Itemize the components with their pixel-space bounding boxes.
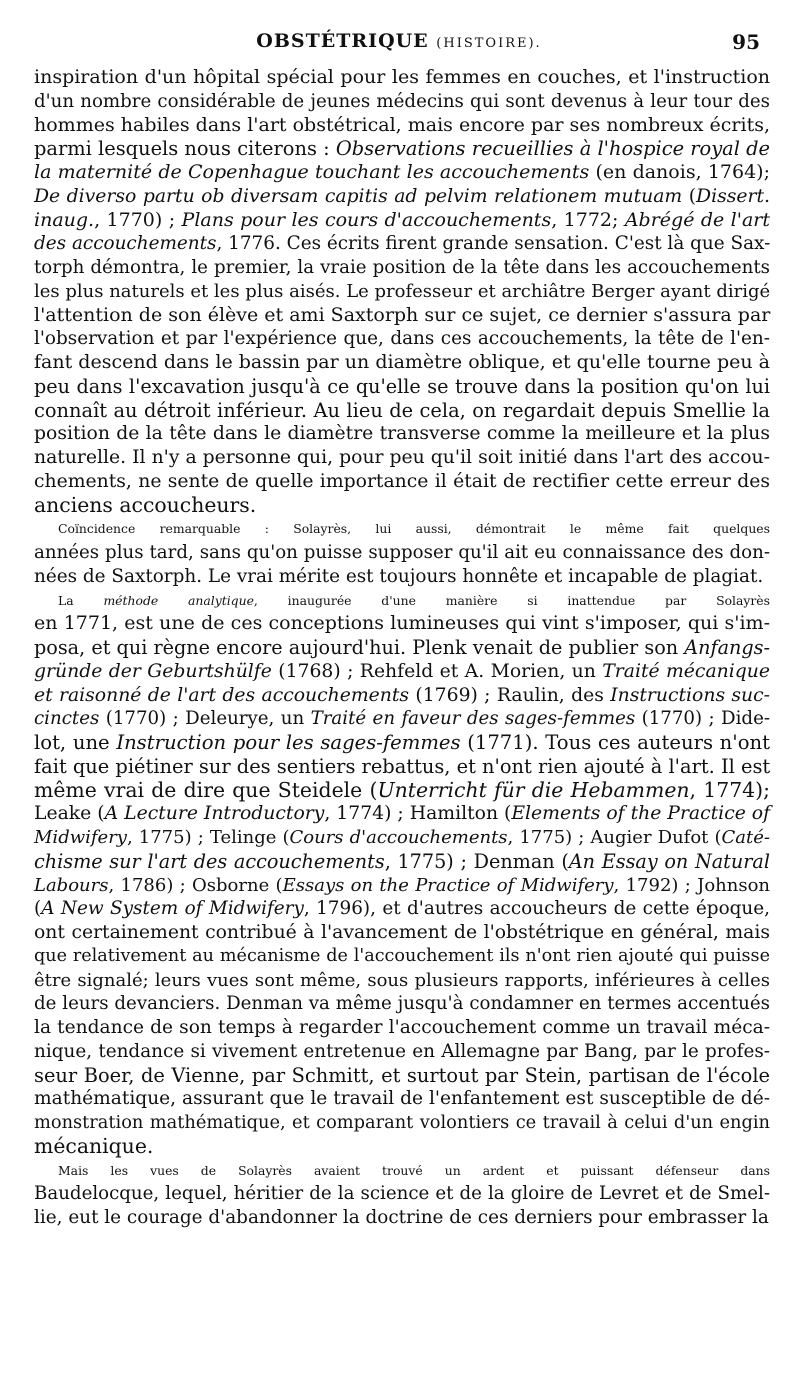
italic-text: Traité mécanique <box>602 660 770 682</box>
text-segment: (en danois, 1764); <box>589 161 770 183</box>
italic-text: De diverso partu ob diversam capitis ad pelvim relationem mutuam <box>34 185 683 207</box>
text-segment: ( <box>682 185 697 207</box>
text-segment: années plus tard, sans qu'on puisse supposer qu'il ait eu connaissance des don- <box>34 542 770 563</box>
text-segment: , 1796), et d'autres accoucheurs de cette époque, <box>303 898 770 920</box>
italic-text: Essays on the Practice of Midwifery <box>282 874 614 896</box>
text-line <box>34 684 770 708</box>
italic-text: Elements of the Practice of <box>511 803 771 825</box>
text-segment: lie, eut le courage d'abandonner la doctrine de ces derniers pour embrasser la <box>34 1207 769 1228</box>
italic-text: Observations recueillies à l'hospice royal de <box>335 137 771 161</box>
italic-text: Caté- <box>721 827 770 848</box>
text-segment: parmi lesquels nous citerons : <box>34 137 336 161</box>
text-segment: ont certainement contribué à l'avancement de l'obstétrique en général, mais <box>34 922 770 943</box>
text-segment: position de la tête dans le diamètre transverse comme la meilleure et la plus <box>34 423 770 445</box>
italic-text: cinctes <box>34 708 100 730</box>
italic-text: An Essay on Natural <box>568 849 770 873</box>
text-line <box>34 897 770 921</box>
text-line <box>34 399 770 423</box>
text-line <box>34 636 770 660</box>
text-segment: fant descend dans le bassin par un diamètre oblique, et qu'elle tourne peu à <box>34 351 770 373</box>
text-line <box>34 1159 770 1183</box>
text-segment: lot, une <box>34 731 117 754</box>
text-line <box>34 1064 770 1088</box>
text-segment: connaît au détroit inférieur. Au lieu de cela, on regardait depuis Smellie la <box>34 398 770 422</box>
text-segment: , 1770) ; <box>94 208 182 231</box>
text-segment: que relativement au mécanisme de l'accouchement ils n'ont rien ajouté qui puisse <box>34 945 770 966</box>
text-line <box>34 1087 770 1111</box>
text-line <box>34 565 770 589</box>
text-line <box>34 114 770 138</box>
italic-text: gründe der Geburtshülfe <box>34 660 272 682</box>
italic-text: et raisonné de l'art des accouchements <box>34 684 410 706</box>
text-line <box>34 1111 770 1135</box>
text-segment: l'attention de son élève et ami Saxtorph sur ce sujet, ce dernier s'assura par <box>34 303 771 326</box>
text-line <box>34 422 770 446</box>
text-segment: peu dans l'excavation jusqu'à ce qu'elle se trouve dans la position qu'on lui <box>34 374 770 398</box>
text-line <box>34 446 770 470</box>
text-segment: , 1792) ; Johnson <box>613 874 771 896</box>
text-line <box>34 541 770 565</box>
text-line <box>34 470 770 494</box>
text-line <box>34 137 770 161</box>
page-header <box>34 30 764 60</box>
text-segment: monstration mathématique, et comparant volontiers ce travail à celui d'un engin <box>34 1112 770 1133</box>
italic-text: inaug. <box>34 208 95 231</box>
italic-text: méthode analytique <box>103 592 254 608</box>
text-line <box>34 304 770 328</box>
text-segment: , 1775) ; Telinge ( <box>126 827 290 848</box>
running-head-title: OBSTÉTRIQUE <box>256 30 429 52</box>
text-line <box>34 612 770 636</box>
text-segment: (1768) ; Rehfeld et A. Morien, un <box>271 660 603 682</box>
italic-text: Instructions suc- <box>610 684 770 706</box>
text-segment: anciens accoucheurs. <box>34 492 257 517</box>
text-line <box>34 1040 770 1064</box>
text-segment: seur Boer, de Vienne, par Schmitt, et surtout par Stein, partisan de l'école <box>34 1063 770 1087</box>
text-segment: torph démontra, le premier, la vraie position de la tête dans les accouchements <box>34 257 770 278</box>
text-line <box>34 779 770 803</box>
text-segment: l'observation et par l'expérience que, dans ces accouchements, la tête de l'en- <box>34 328 770 350</box>
text-segment: Mais les vues de Solayrès avaient trouvé un ardent et puissant défenseur dans <box>58 1162 770 1178</box>
italic-text: Midwifery <box>34 827 127 848</box>
italic-text: Instruction pour les sages-femmes <box>116 731 461 754</box>
text-segment: Leake ( <box>34 803 105 825</box>
text-segment: Baudelocque, lequel, héritier de la science et de la gloire de Levret et de Smel- <box>34 1183 770 1205</box>
italic-text: Plans pour les cours d'accouchements <box>181 208 552 231</box>
text-line <box>34 90 770 114</box>
text-segment: , 1775) ; Denman ( <box>384 849 569 873</box>
text-segment: d'un nombre considérable de jeunes médecins qui sont devenus à leur tour des <box>34 90 770 112</box>
text-line <box>34 1182 770 1206</box>
text-line <box>34 494 770 518</box>
text-line <box>34 826 770 850</box>
text-segment: la tendance de son temps à regarder l'accouchement comme un travail méca- <box>34 1017 770 1038</box>
text-segment: mécanique. <box>34 1133 154 1158</box>
text-line <box>34 185 770 209</box>
italic-text: Unterricht für die Hebammen <box>377 777 690 802</box>
text-line <box>34 969 770 993</box>
text-segment: , 1786) ; Osborne ( <box>108 874 283 896</box>
italic-text: Labours <box>34 874 109 896</box>
italic-text: la maternité de Copenhague touchant les accouchements <box>34 161 590 183</box>
text-line <box>34 66 770 90</box>
text-segment: nique, tendance si vivement entretenue en Allemagne par Bang, par le profes- <box>34 1040 770 1062</box>
text-segment: mathématique, assurant que le travail de l'enfantement est susceptible de dé- <box>34 1088 770 1110</box>
text-segment: La <box>58 592 104 608</box>
text-line <box>34 280 770 304</box>
italic-text: Cours d'accouchements <box>289 827 508 848</box>
text-segment: inspiration d'un hôpital spécial pour les femmes en couches, et l'instruction <box>34 66 770 88</box>
text-segment: , 1774) ; Hamilton ( <box>324 803 512 825</box>
text-line <box>34 1135 770 1159</box>
running-head-subtitle: (HISTOIRE). <box>436 36 542 51</box>
text-line <box>34 209 770 233</box>
text-line <box>34 755 770 779</box>
text-segment: ( <box>34 898 42 920</box>
text-line <box>34 660 770 684</box>
text-line <box>34 351 770 375</box>
italic-text: Anfangs- <box>684 636 770 659</box>
text-line <box>34 1206 770 1230</box>
text-segment: Coïncidence remarquable : Solayrès, lui aussi, démontrait le même fait quelques <box>58 521 770 537</box>
text-line <box>34 1016 770 1040</box>
body-text <box>34 66 770 1230</box>
text-line <box>34 232 770 256</box>
italic-text: A Lecture Introductory <box>104 803 325 825</box>
text-line <box>34 850 770 874</box>
text-segment: nées de Saxtorph. Le vrai mérite est toujours honnête et incapable de plagiat. <box>34 565 764 587</box>
text-segment: hommes habiles dans l'art obstétrical, mais encore par ses nombreux écrits, <box>34 113 770 136</box>
italic-text: chisme sur l'art des accouchements <box>34 849 385 873</box>
text-line <box>34 731 770 755</box>
text-segment: , 1774); <box>689 777 770 802</box>
text-line <box>34 256 770 280</box>
text-segment: (1770) ; Deleurye, un <box>99 708 311 730</box>
text-line <box>34 802 770 826</box>
text-segment: fait que piétiner sur des sentiers rebattus, et n'ont rien ajouté à l'art. Il est <box>34 754 771 778</box>
text-segment: posa, et qui règne encore aujourd'hui. Plenk venait de publier son <box>34 636 685 659</box>
text-segment: chements, ne sente de quelle importance il était de rectifier cette erreur des <box>34 470 770 492</box>
text-segment: (1770) ; Dide- <box>635 708 770 730</box>
italic-text: Abrégé de l'art <box>624 208 771 231</box>
italic-text: Traité en faveur des sages-femmes <box>310 708 636 730</box>
text-segment: , 1776. Ces écrits firent grande sensation. C'est là que Sax- <box>216 233 771 255</box>
italic-text: Dissert. <box>696 185 770 207</box>
text-segment: en 1771, est une de ces conceptions lumineuses qui vint s'imposer, qui s'im- <box>34 612 770 635</box>
italic-text: A New System of Midwifery <box>41 898 304 920</box>
text-segment: , inaugurée d'une manière si inattendue par Solayrès <box>253 592 770 608</box>
text-segment: (1771). Tous ces auteurs n'ont <box>460 731 770 754</box>
text-segment: même vrai de dire que Steidele ( <box>34 777 378 802</box>
text-line <box>34 874 770 898</box>
text-line <box>34 161 770 185</box>
text-line <box>34 517 770 541</box>
text-segment: de leurs devanciers. Denman va même jusqu'à condamner en termes accentués <box>34 993 770 1015</box>
text-segment: , 1772; <box>551 208 625 231</box>
text-line <box>34 707 770 731</box>
text-segment: naturelle. Il n'y a personne qui, pour peu qu'il soit initié dans l'art des accou- <box>34 447 770 468</box>
text-segment: les plus naturels et les plus aisés. Le professeur et archiâtre Berger ayant dirigé <box>34 280 771 302</box>
text-line <box>34 945 770 969</box>
text-line <box>34 327 770 351</box>
text-segment: (1769) ; Raulin, des <box>409 684 611 706</box>
text-line <box>34 589 770 613</box>
running-head <box>34 30 764 52</box>
text-segment: être signalé; leurs vues sont même, sous plusieurs rapports, inférieures à celles <box>34 969 770 991</box>
text-segment: , 1775) ; Augier Dufot ( <box>507 827 722 848</box>
text-line <box>34 992 770 1016</box>
page-number: 95 <box>732 30 760 54</box>
italic-text: des accouchements <box>34 233 217 255</box>
text-line <box>34 921 770 945</box>
text-line <box>34 375 770 399</box>
